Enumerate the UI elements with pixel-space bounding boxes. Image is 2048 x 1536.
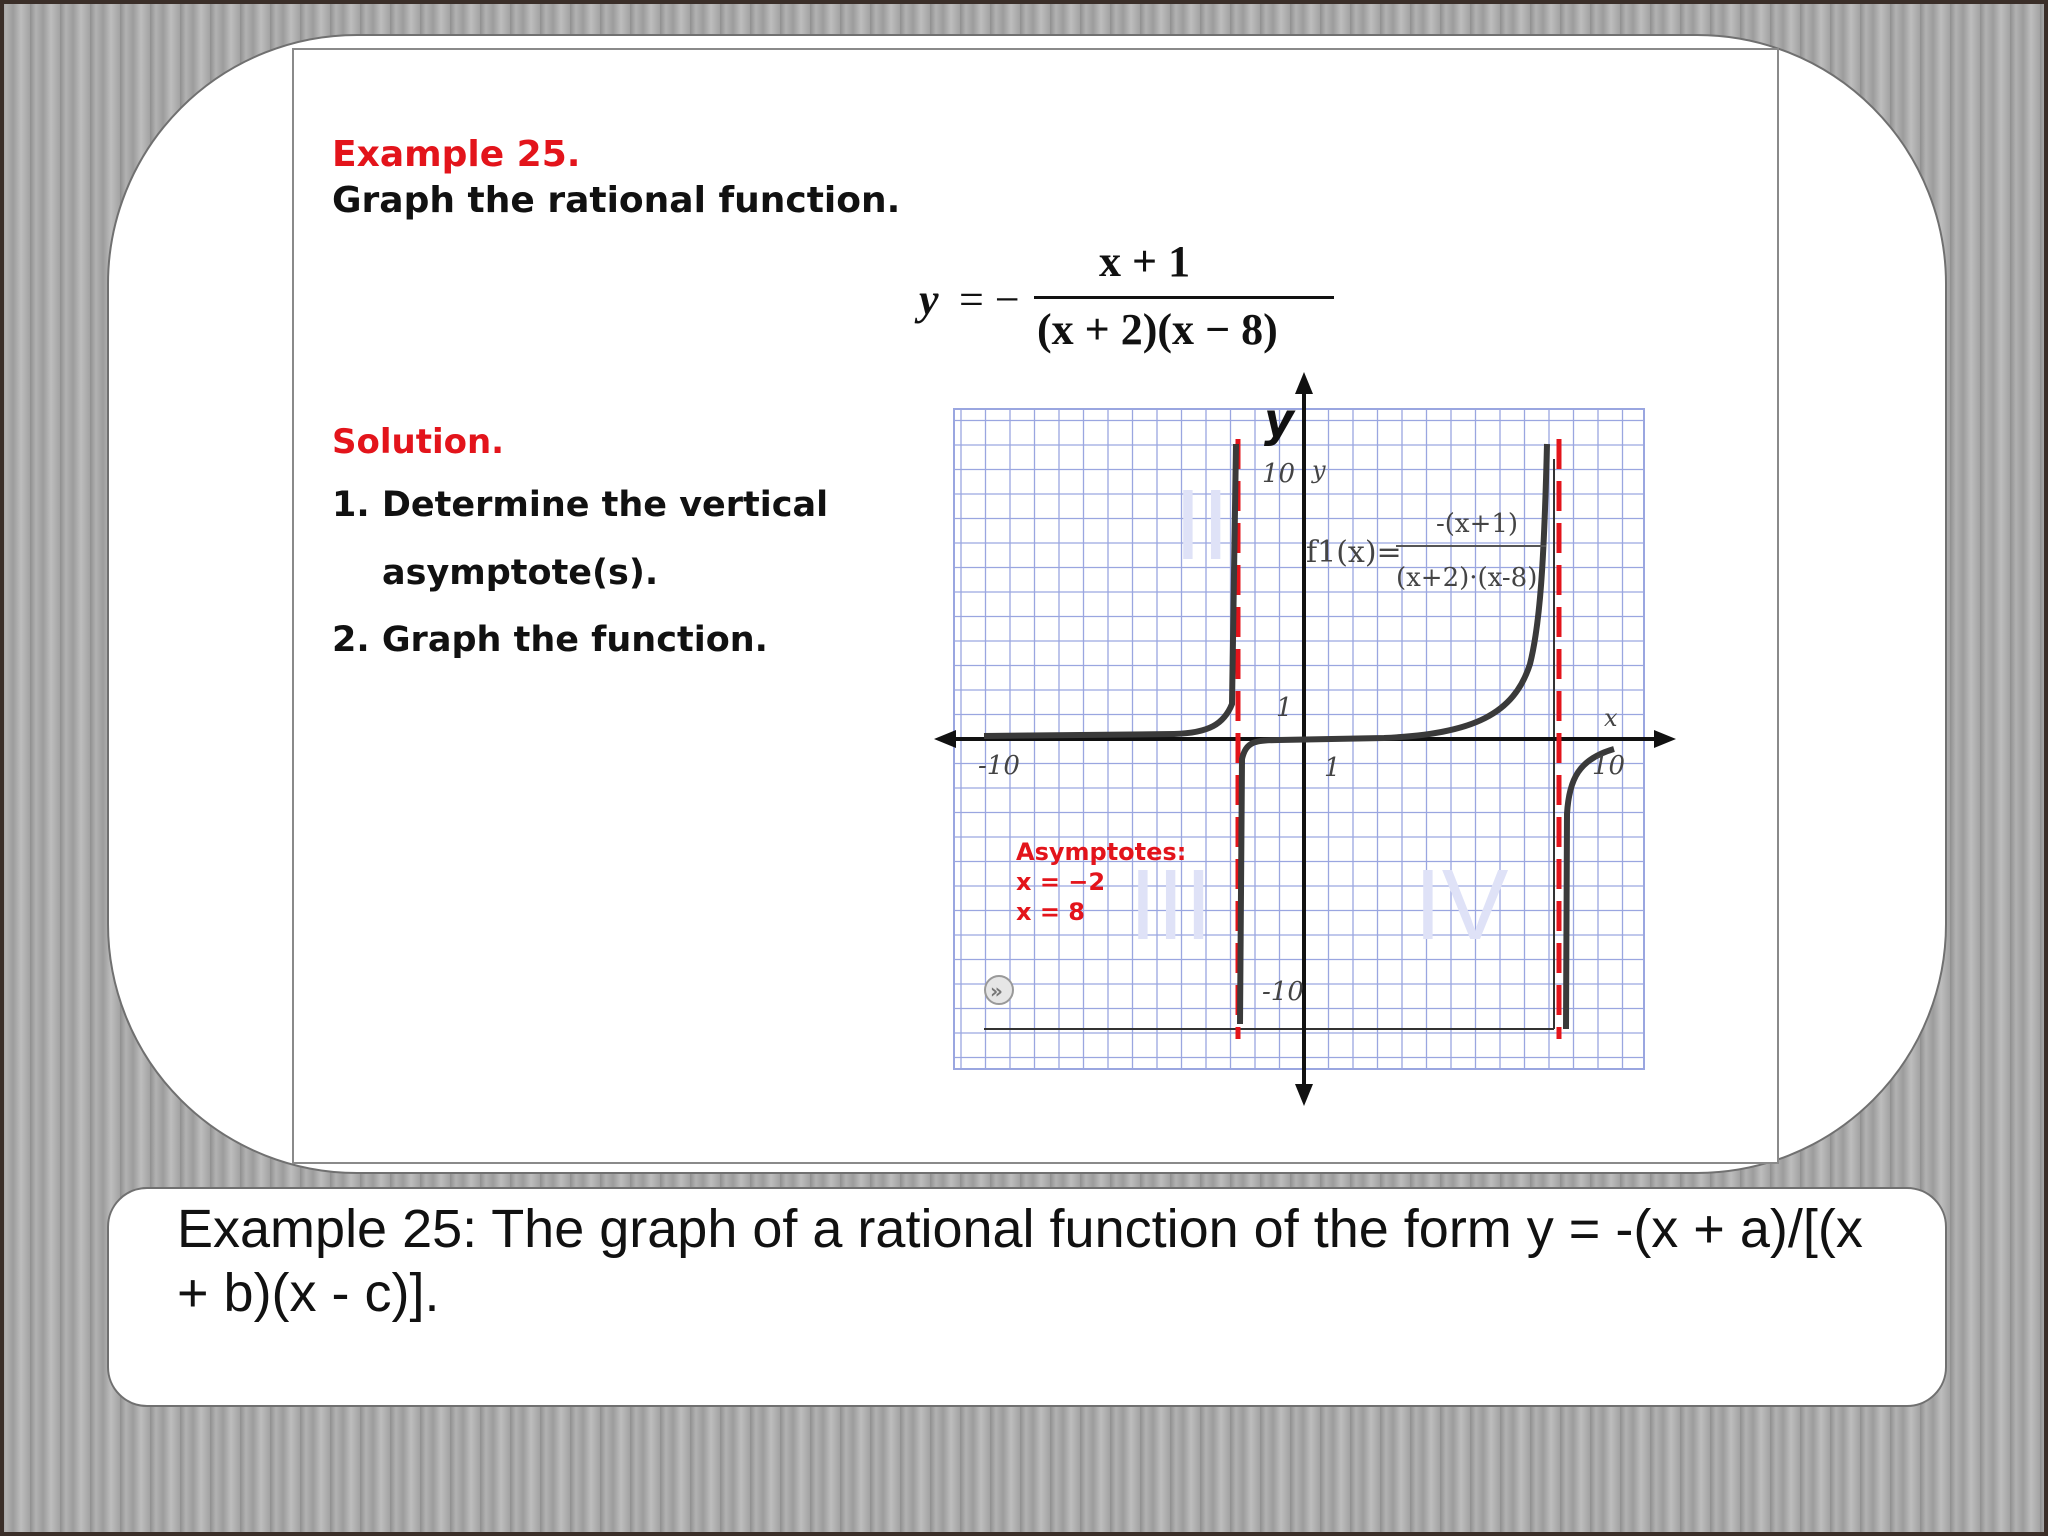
x-axis-left-arrow [934, 730, 956, 748]
formula-denominator: (x + 2)(x − 8) [1037, 305, 1278, 354]
inner-y-label: y [1312, 456, 1326, 484]
asymptotes-title: Asymptotes: [1016, 838, 1187, 866]
inner-x-label: x [1604, 704, 1618, 732]
asymptote-2-label: x = 8 [1016, 898, 1085, 926]
y-tick-bottom: -10 [1262, 977, 1304, 1007]
quadrant-3-label: III [1129, 849, 1213, 961]
x-axis-right-arrow [1654, 730, 1676, 748]
y-axis-top-arrow [1295, 372, 1313, 394]
example-subtitle: Graph the rational function. [332, 180, 901, 221]
y-tick-one: 1 [1276, 693, 1293, 723]
y-axis-bottom-arrow [1295, 1084, 1313, 1106]
x-tick-one: 1 [1324, 753, 1341, 783]
step-1-line-1: 1. Determine the vertical [332, 485, 829, 525]
function-formula [919, 236, 1349, 356]
x-tick-right: 10 [1592, 751, 1626, 781]
formula-lhs: y [919, 275, 939, 324]
x-tick-left: -10 [978, 751, 1020, 781]
step-2: 2. Graph the function. [332, 620, 768, 660]
expand-button[interactable] [985, 976, 1013, 1004]
y-axis-label: y [1264, 393, 1294, 447]
function-graph [934, 364, 1714, 1124]
double-chevron-icon: » [990, 979, 1003, 1003]
caption-box [107, 1187, 1947, 1407]
quadrant-2-label: II [1174, 469, 1230, 581]
formula-numerator: x + 1 [1099, 237, 1191, 286]
function-label-denominator: (x+2)·(x-8) [1396, 563, 1538, 593]
y-tick-top: 10 [1262, 459, 1296, 489]
quadrant-4-label: IV [1414, 849, 1509, 961]
formula-equals: = − [959, 275, 1020, 324]
formula-fraction-bar [1034, 296, 1334, 299]
step-1-line-2: asymptote(s). [382, 553, 659, 593]
example-title: Example 25. [332, 134, 581, 175]
function-label-numerator: -(x+1) [1436, 509, 1519, 539]
asymptote-1-label: x = −2 [1016, 868, 1106, 896]
function-label: f1(x)= [1306, 535, 1402, 570]
solution-label: Solution. [332, 422, 505, 462]
caption-text: Example 25: The graph of a rational function of the form y = -(x + a)/[(x + b)(x - c)]. [177, 1199, 1863, 1323]
